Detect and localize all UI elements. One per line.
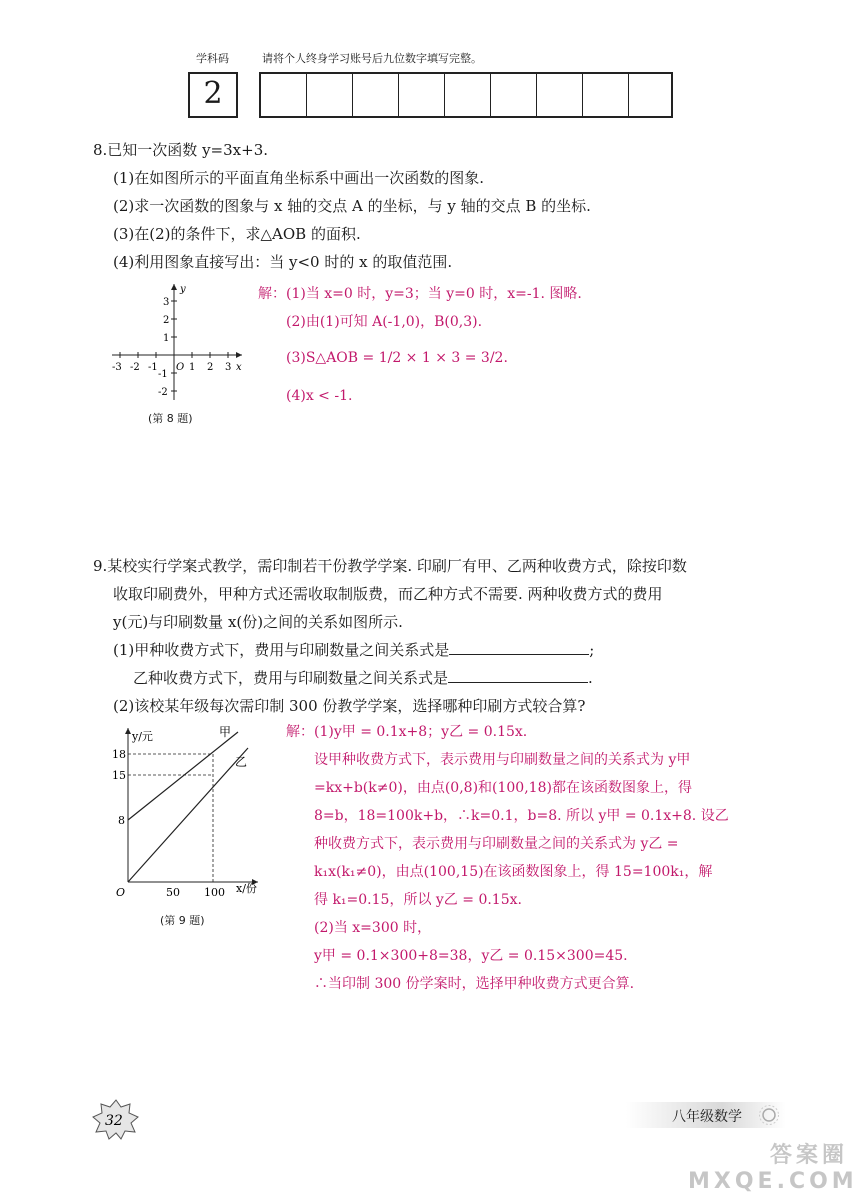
q9-x-label: x/份: [236, 882, 257, 895]
account-number-boxes[interactable]: [259, 72, 673, 118]
q8-y-tick: -2: [158, 387, 168, 398]
q8-part-2: (2)求一次函数的图象与 x 轴的交点 A 的坐标，与 y 轴的交点 B 的坐标.: [113, 197, 591, 215]
q9-solution-line: 得 k₁=0.15，所以 y乙 = 0.15x.: [314, 892, 522, 908]
q9-figure-caption: (第 9 题): [160, 914, 205, 927]
q8-part-1: (1)在如图所示的平面直角坐标系中画出一次函数的图象.: [113, 169, 485, 187]
q9-y-label: y/元: [132, 730, 153, 743]
answer-blank[interactable]: [448, 668, 588, 683]
q9-solution-line: 种收费方式下，表示费用与印刷数量之间的关系式为 y乙 =: [314, 836, 679, 852]
q9-cost-figure: [108, 722, 273, 902]
account-digit-box[interactable]: [353, 74, 399, 118]
q9-y-tick: 15: [112, 769, 126, 782]
account-digit-box[interactable]: [307, 74, 353, 118]
q9-solution-line: 8=b，18=100k+b，∴k=0.1，b=8. 所以 y甲 = 0.1x+8. 设乙: [314, 808, 729, 824]
q8-y-tick: -1: [158, 369, 168, 380]
q9-label-yi: 乙: [235, 755, 248, 769]
q8-figure-caption: (第 8 题): [148, 412, 193, 425]
q8-solution-line: (4)x < -1.: [286, 388, 353, 404]
q8-y-axis-arrow: [171, 284, 177, 290]
q9-stem-line: 9.某校实行学案式教学，需印制若干份教学学案. 印刷厂有甲、乙两种收费方式，除按印数: [93, 557, 687, 575]
q9-solution-line: 解：(1)y甲 = 0.1x+8；y乙 = 0.15x.: [286, 724, 528, 740]
q8-solution-line: (3)S△AOB = 1/2 × 1 × 3 = 3/2.: [286, 350, 508, 366]
sun-decoration-icon: [758, 1104, 780, 1126]
page-number-badge-icon: [92, 1098, 140, 1140]
account-instruction: 请将个人终身学习账号后九位数字填写完整。: [262, 52, 482, 65]
watermark-logo: [688, 1138, 858, 1194]
q9-solution-line: =kx+b(k≠0)，由点(0,8)和(100,18)都在该函数图象上，得: [314, 780, 692, 796]
q9-part-1b: 乙种收费方式下，费用与印刷数量之间关系式是 .: [133, 669, 593, 687]
q8-origin: O: [176, 362, 185, 373]
q9-label-jia: 甲: [219, 725, 232, 739]
q9-origin: O: [116, 886, 126, 899]
q8-x-label: x: [236, 362, 242, 373]
answer-blank[interactable]: [449, 640, 589, 655]
q8-part-4: (4)利用图象直接写出：当 y<0 时的 x 的取值范围.: [113, 253, 453, 271]
q8-x-tick: -3: [112, 362, 122, 373]
subject-code-label: 学科码: [196, 52, 229, 65]
q9-line-yi: [128, 748, 248, 882]
q9-stem-line: 收取印刷费外，甲种方式还需收取制版费，而乙种方式不需要. 两种收费方式的费用: [113, 585, 663, 603]
q8-x-tick: -2: [130, 362, 140, 373]
q8-x-tick: 3: [225, 362, 232, 373]
q9-solution-line: 设甲种收费方式下，表示费用与印刷数量之间的关系式为 y甲: [314, 752, 691, 768]
q9-solution-line: k₁x(k₁≠0)，由点(100,15)在该函数图象上，得 15=100k₁，解: [314, 864, 713, 880]
q8-x-axis-arrow: [236, 352, 242, 358]
q8-y-tick: 3: [163, 297, 170, 308]
q8-y-tick: 1: [163, 333, 170, 344]
q8-solution-line: (2)由(1)可知 A(-1,0)，B(0,3).: [286, 314, 483, 330]
q8-x-tick: 2: [207, 362, 214, 373]
q8-solution-line: 解：(1)当 x=0 时，y=3；当 y=0 时，x=-1. 图略.: [258, 286, 582, 302]
q8-x-tick: 1: [189, 362, 196, 373]
account-digit-box[interactable]: [491, 74, 537, 118]
q8-y-label: y: [180, 284, 186, 295]
q9-solution-line: (2)当 x=300 时，: [314, 920, 432, 936]
book-title-banner: [626, 1102, 786, 1128]
book-title: 八年级数学: [672, 1109, 742, 1125]
q9-part-1a: (1)甲种收费方式下，费用与印刷数量之间关系式是 ;: [113, 641, 595, 659]
q8-y-tick: 2: [163, 315, 170, 326]
q9-x-tick: 100: [204, 886, 225, 899]
q9-x-tick: 50: [166, 886, 180, 899]
q9-y-tick: 18: [112, 748, 126, 761]
q9-solution-line: ∴当印制 300 份学案时，选择甲种收费方式更合算.: [314, 976, 635, 992]
account-digit-box[interactable]: [399, 74, 445, 118]
account-digit-box[interactable]: [583, 74, 629, 118]
account-digit-box[interactable]: [261, 74, 307, 118]
q9-part-2: (2)该校某年级每次需印制 300 份教学学案，选择哪种印刷方式较合算?: [113, 697, 586, 715]
subject-code-digit: 2: [203, 76, 223, 111]
q8-coordinate-figure: [108, 280, 248, 405]
subject-code-box[interactable]: [188, 72, 238, 118]
q8-x-tick: -1: [148, 362, 158, 373]
q9-stem-line: y(元)与印刷数量 x(份)之间的关系如图所示.: [113, 613, 403, 631]
q9-solution-line: y甲 = 0.1×300+8=38，y乙 = 0.15×300=45.: [314, 948, 628, 964]
q8-stem: 8.已知一次函数 y=3x+3.: [93, 141, 269, 159]
account-digit-box[interactable]: [537, 74, 583, 118]
page-number: 32: [105, 1113, 123, 1129]
q8-part-3: (3)在(2)的条件下，求△AOB 的面积.: [113, 225, 361, 243]
watermark-text: 答案圈 MXQE.COM: [688, 1143, 858, 1194]
q9-y-axis-arrow: [125, 728, 131, 734]
account-digit-box[interactable]: [445, 74, 491, 118]
q9-y-tick: 8: [118, 814, 125, 827]
q9-line-jia: [128, 732, 238, 820]
